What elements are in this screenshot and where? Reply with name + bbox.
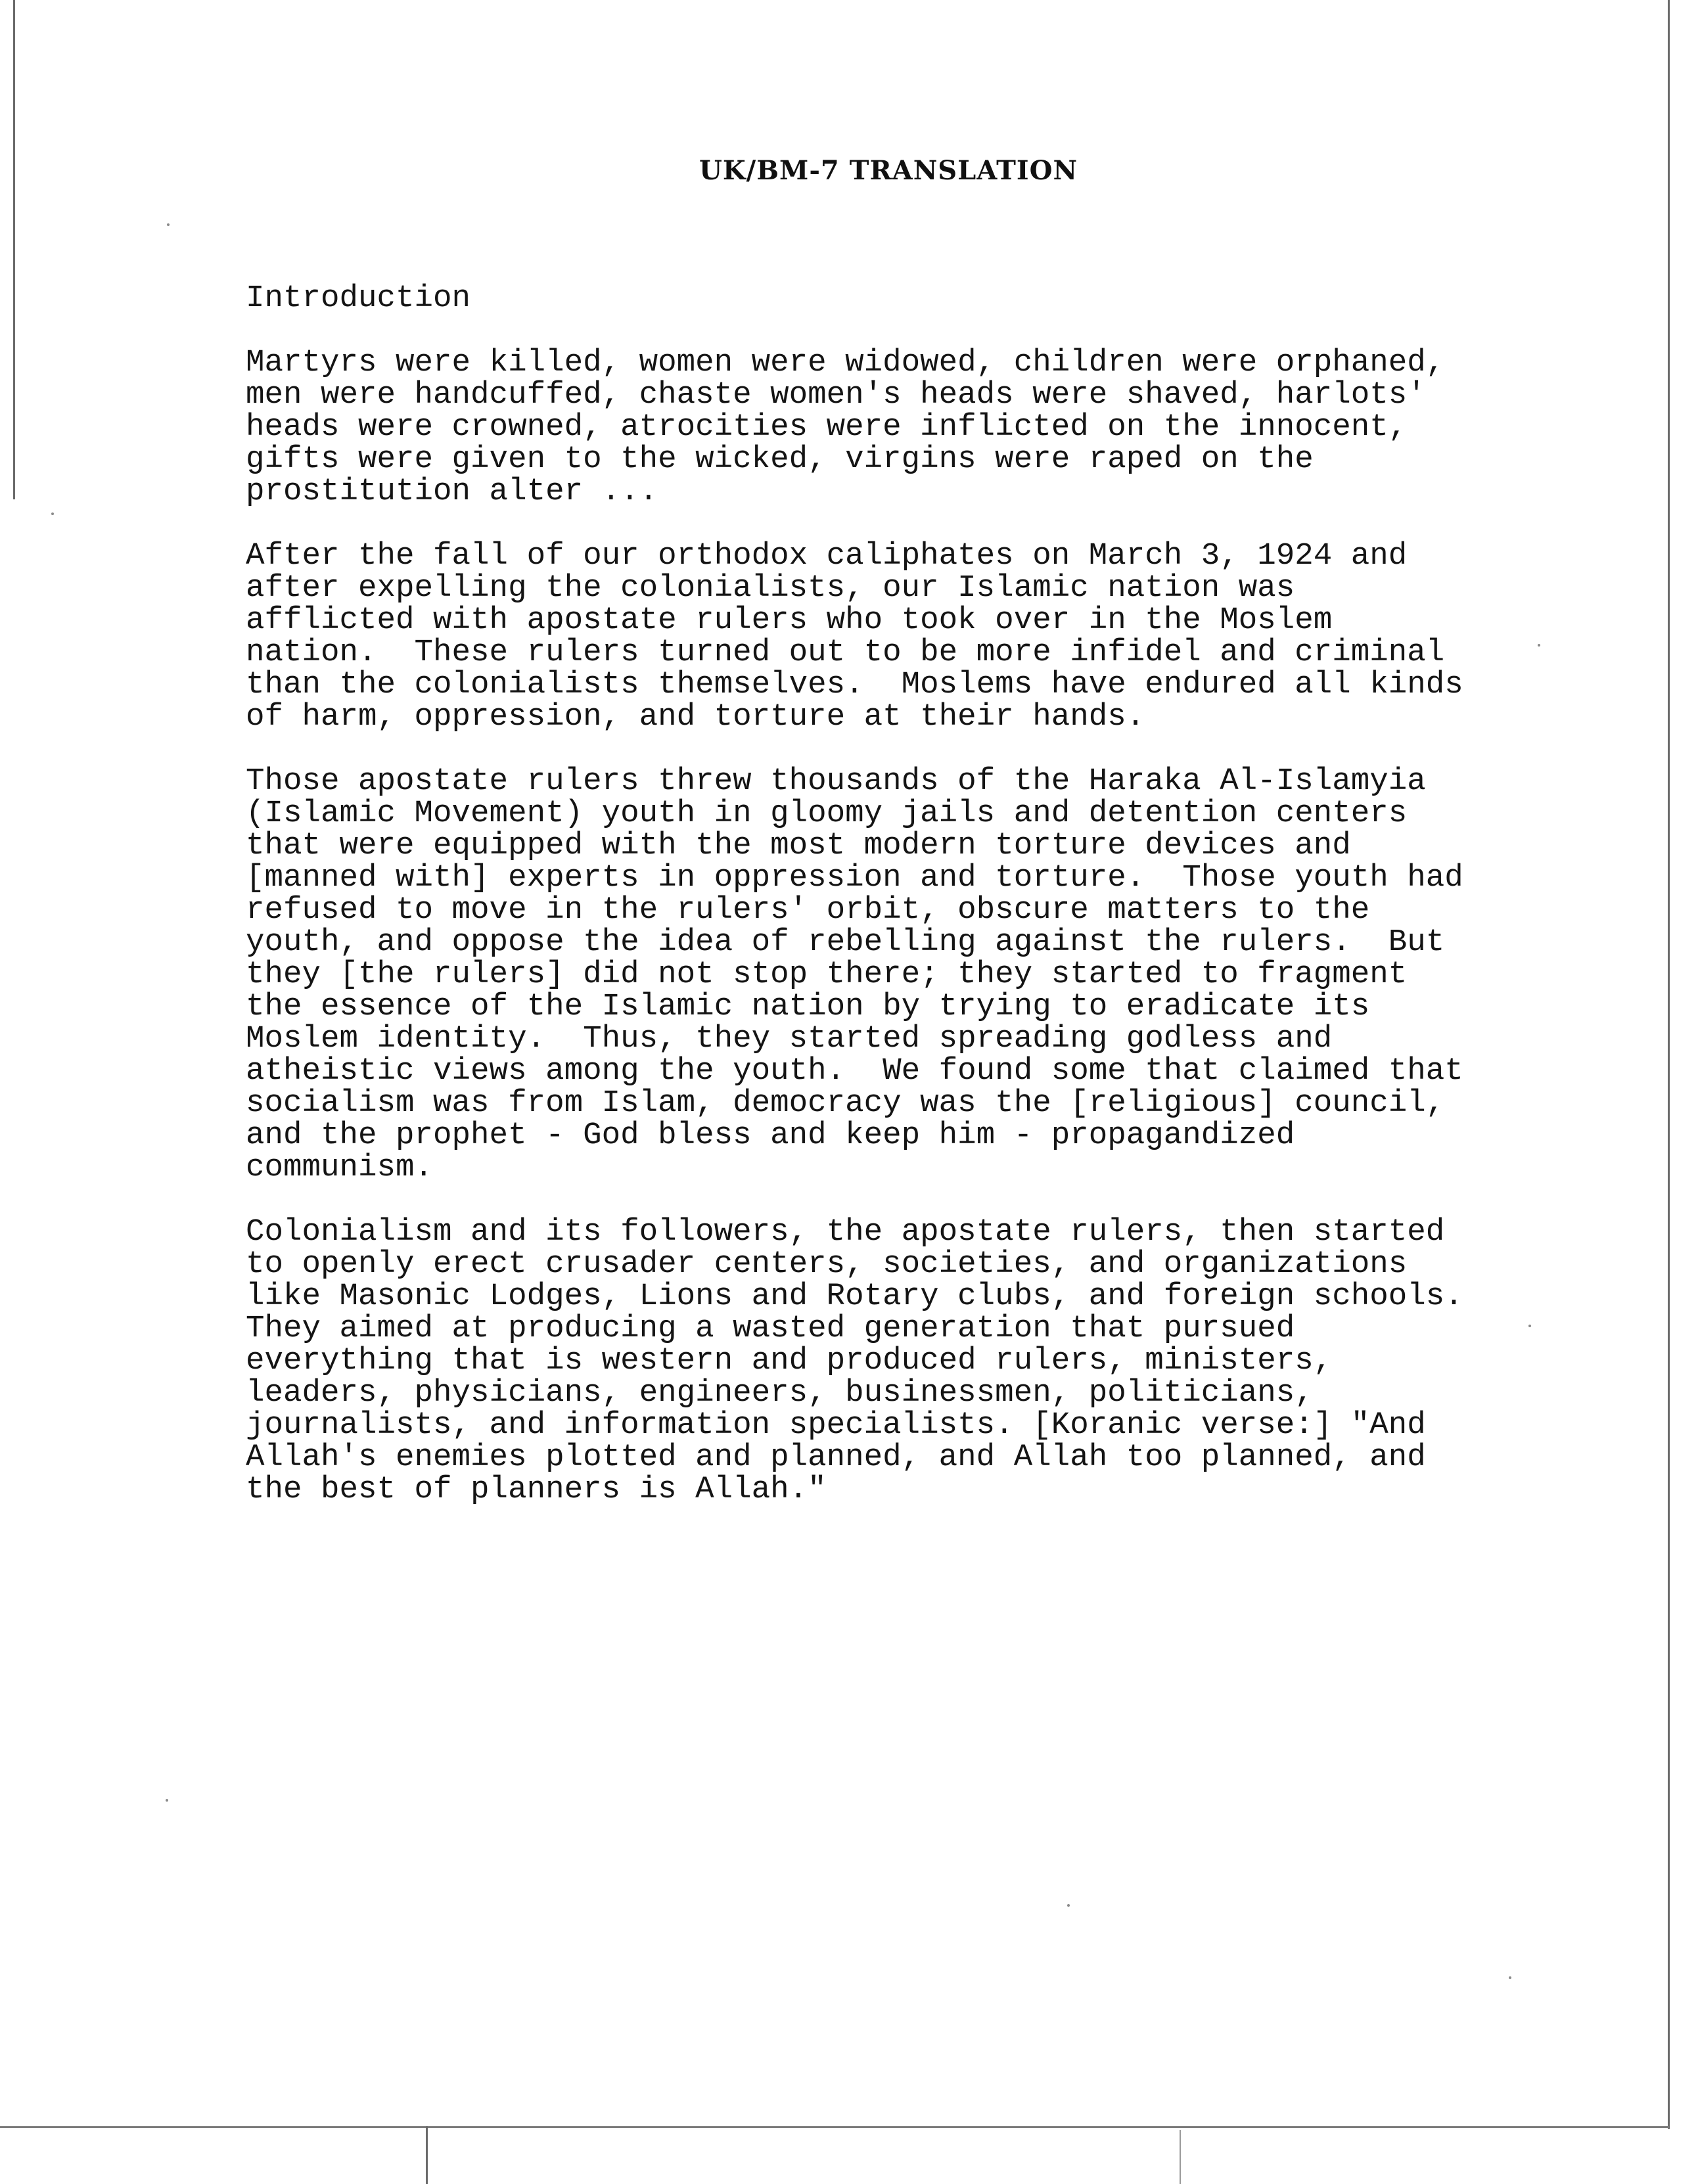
- scan-speck: [167, 223, 170, 226]
- scan-speck: [166, 1799, 168, 1802]
- scan-speck: [1067, 1904, 1070, 1907]
- paragraph-2: After the fall of our orthodox caliphates on March 3, 1924 and after expelling the colonialists, our Islamic nation was afflicted with apostate rulers who took over in the Moslem nation. These rulers turned out to be more infidel and criminal than the colonialists themselves. Moslems have endured all kinds of harm, oppression, and torture at their hands.: [246, 538, 1463, 735]
- document-body: [246, 283, 1599, 1538]
- document-title: UK/BM-7 TRANSLATION: [699, 155, 1078, 186]
- scan-speck: [1509, 1976, 1511, 1979]
- scan-edge-right: [1668, 0, 1670, 2129]
- scan-tick-right: [1180, 2130, 1181, 2184]
- scan-edge-left: [13, 0, 15, 499]
- section-heading: Introduction: [246, 281, 471, 316]
- paragraph-4: Colonialism and its followers, the apostate rulers, then started to openly erect crusader centers, societies, and organizations like Masonic Lodges, Lions and Rotary clubs, and foreign schools. They aimed at producing a wasted generation that pursued everything that is western and produced rulers, ministers, leaders, physicians, engineers, businessmen, politicians, journalists, and information specialists. [Koranic verse:] "And Allah's enemies plotted and planned, and Allah too planned, and the best of planners is Allah.": [246, 1214, 1463, 1507]
- scan-edge-bottom: [0, 2126, 1669, 2128]
- scan-speck: [51, 512, 54, 515]
- paragraph-3: Those apostate rulers threw thousands of the Haraka Al-Islamyia (Islamic Movement) youth in gloomy jails and detention centers that were equipped with the most modern torture devices and [manned with] experts in oppression and torture. Those youth had refused to move in the rulers' orbit, obscure matters to the youth, and oppose the idea of rebelling against the rulers. But they [the rulers] did not stop there; they started to fragment the essence of the Islamic nation by trying to eradicate its Moslem identity. Thus, they started spreading godless and atheistic views among the youth. We found some that claimed that socialism was from Islam, democracy was the [religious] council, and the prophet - God bless and keep him - propagandized communism.: [246, 763, 1463, 1185]
- scan-tick-left: [426, 2126, 428, 2184]
- paragraph-1: Martyrs were killed, women were widowed, children were orphaned, men were handcuffed, chaste women's heads were shaved, harlots' heads were crowned, atrocities were inflicted on the innocent, gifts were given to the wicked, virgins were raped on the prostitution alter ...: [246, 345, 1445, 509]
